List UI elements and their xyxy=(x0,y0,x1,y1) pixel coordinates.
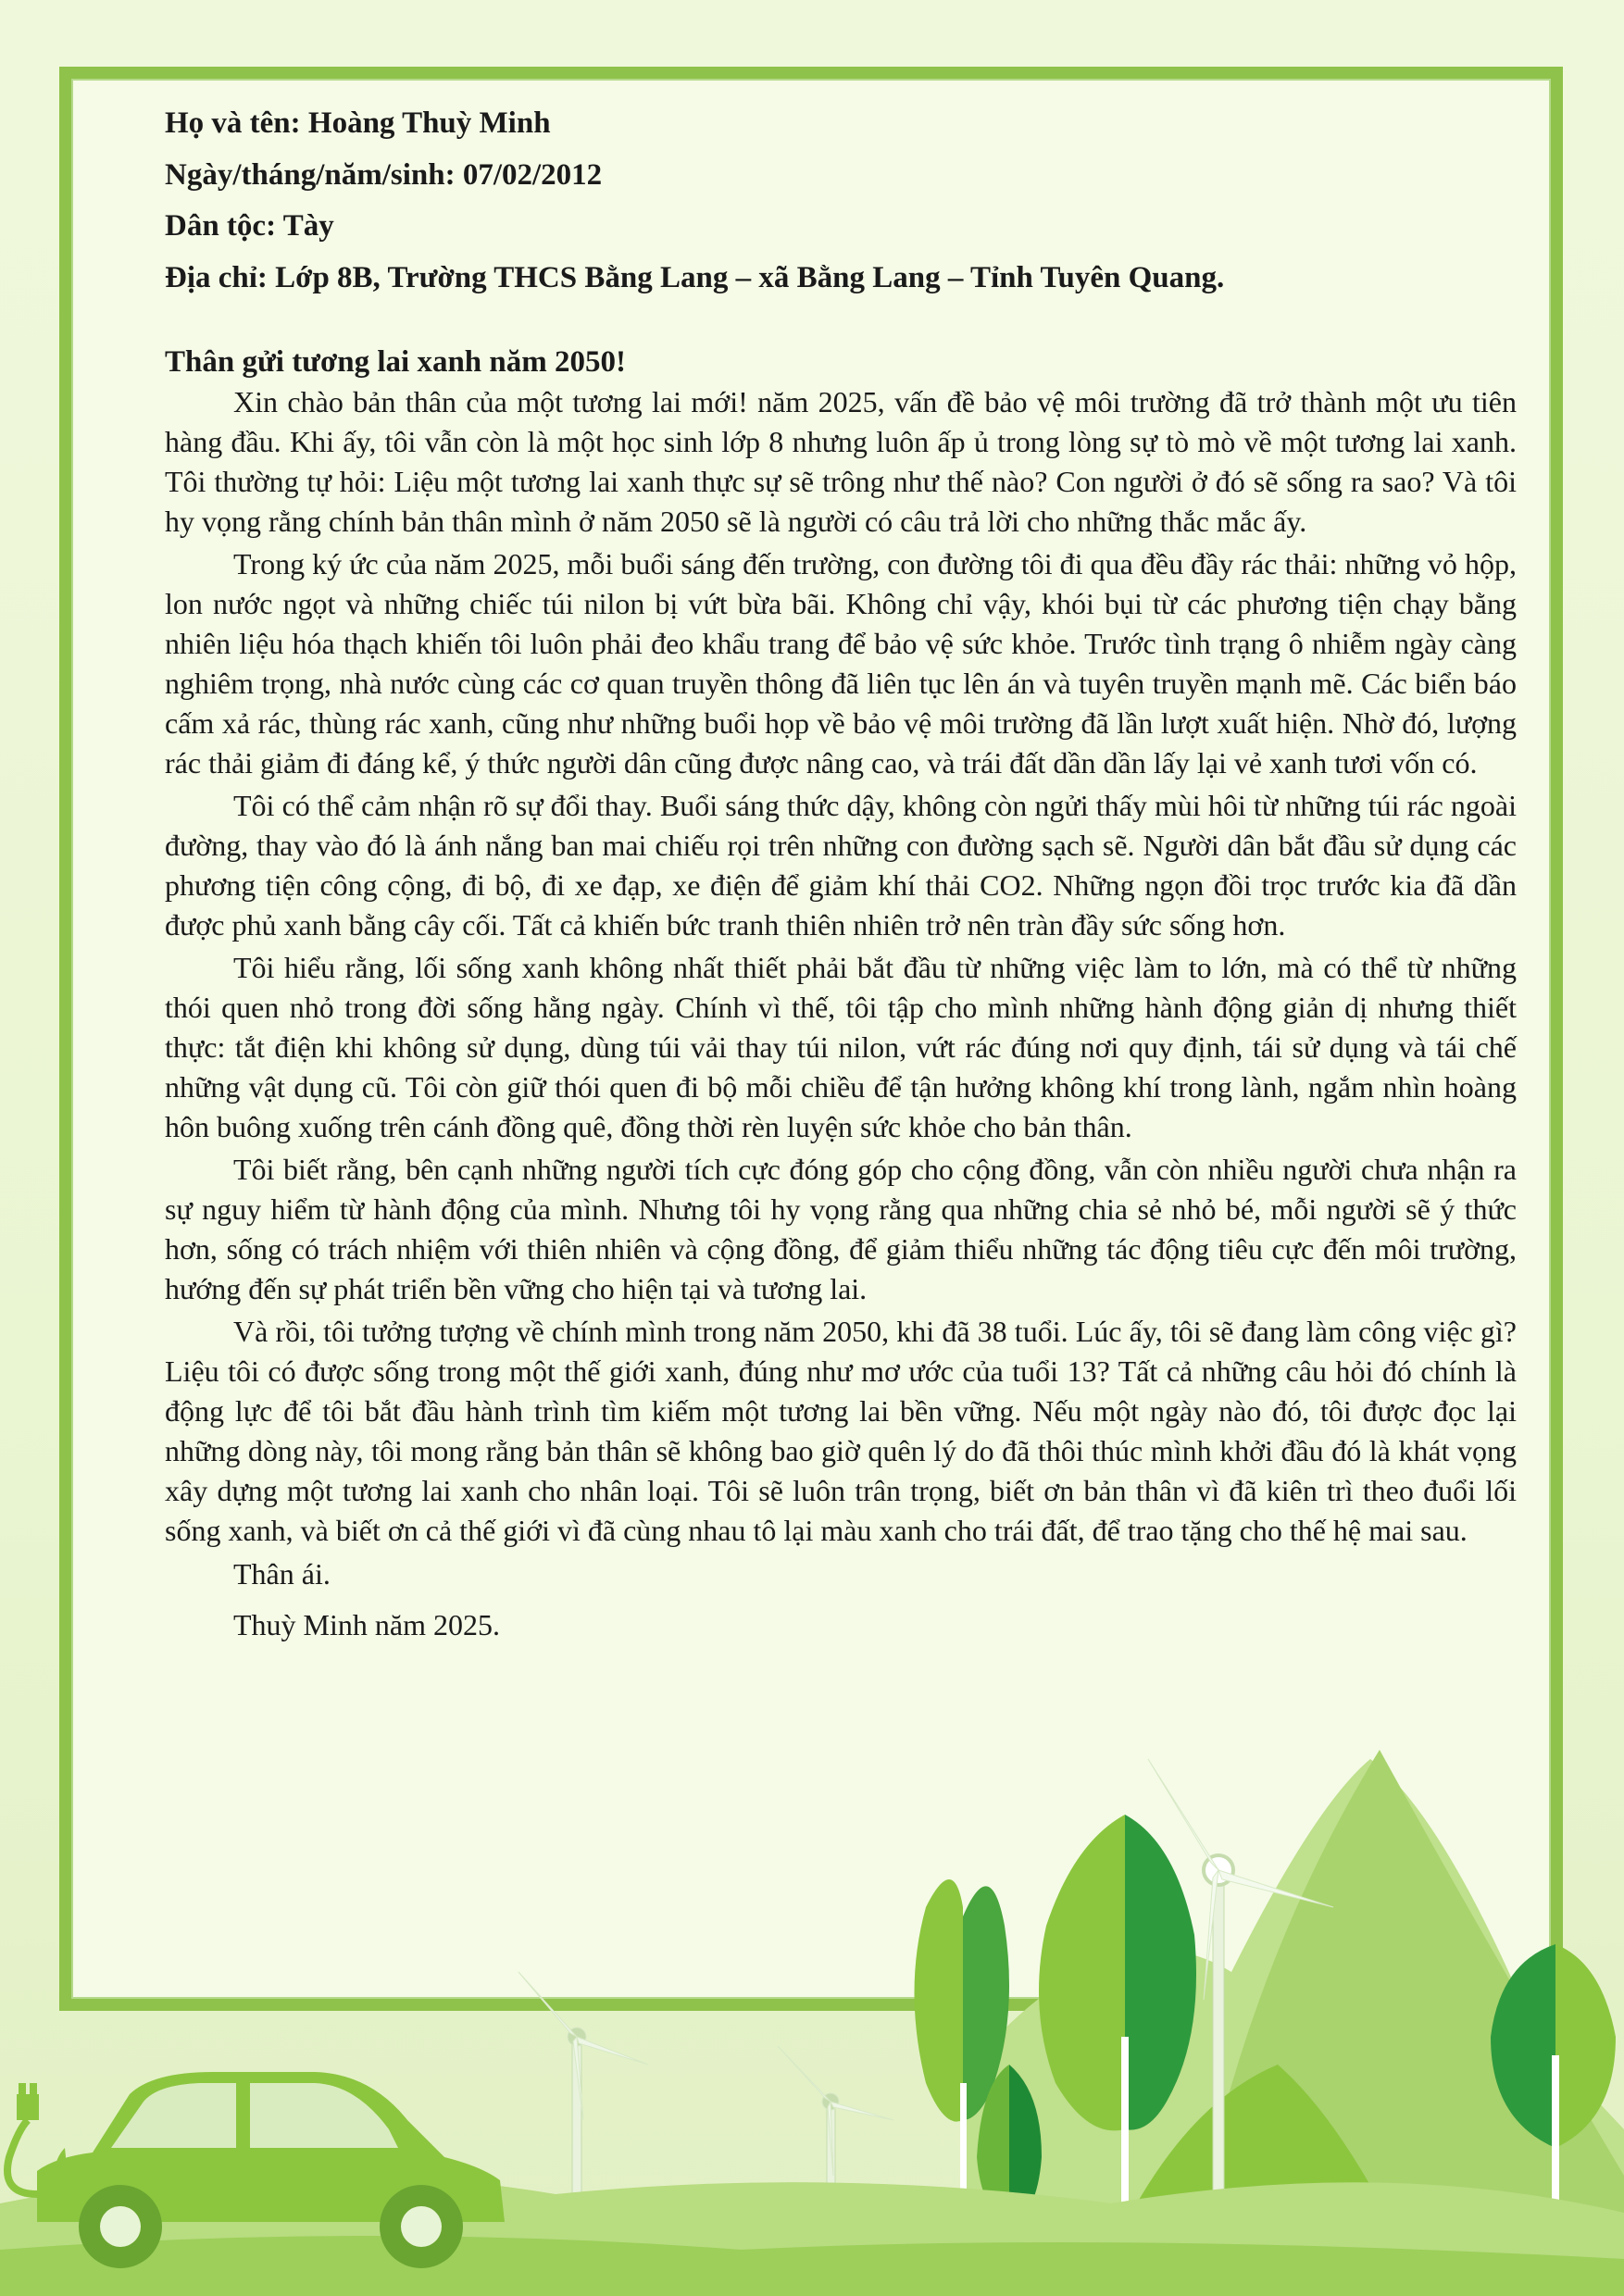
letter-paragraph: Tôi hiểu rằng, lối sống xanh không nhất thiết phải bắt đầu từ những việc làm to lớn, mà có thể từ những thói quen nhỏ trong đời sống hằng ngày. Chính vì thế, tôi tập cho mình những hành động giản dị nhưng thiết thực: tắt điện khi không sử dụng, dùng túi vải thay túi nilon, vứt rác đúng nơi quy định, tái sử dụng và tái chế những vật dụng cũ. Tôi còn giữ thói quen đi bộ mỗi chiều để tận hưởng không khí trong lành, ngắm nhìn hoàng hôn buông xuống trên cánh đồng quê, đồng thời rèn luyện sức khỏe cho bản thân. xyxy=(165,950,1517,1143)
letter-paragraph: Xin chào bản thân của một tương lai mới! năm 2025, vấn đề bảo vệ môi trường đã trở thành một ưu tiên hàng đầu. Khi ấy, tôi vẫn còn là một học sinh lớp 8 nhưng luôn ấp ủ trong lòng sự tò mò về một tương lai xanh. Tôi thường tự hỏi: Liệu một tương lai xanh thực sự sẽ trông như thế nào? Con người ở đó sẽ sống ra sao? Và tôi hy vọng rằng chính bản thân mình ở năm 2050 sẽ là người có câu trả lời cho những thắc mắc ấy. xyxy=(165,384,1517,538)
address-line: Địa chỉ: Lớp 8B, Trường THCS Bằng Lang – xã Bằng Lang – Tỉnh Tuyên Quang. xyxy=(165,260,1225,294)
letter-greeting: Thân gửi tương lai xanh năm 2050! xyxy=(165,344,626,379)
letter-closing: Thân ái. xyxy=(233,1556,331,1591)
letter-paragraph: Và rồi, tôi tưởng tượng về chính mình trong năm 2050, khi đã 38 tuổi. Lúc ấy, tôi sẽ đang làm công việc gì? Liệu tôi có được sống trong một thế giới xanh, đúng như mơ ước của tuổi 13? Tất cả những câu hỏi đó chính là động lực để tôi bắt đầu hành trình tìm kiếm một tương lai bền vững. Nếu một ngày nào đó, tôi được đọc lại những dòng này, tôi mong rằng bản thân sẽ không bao giờ quên lý do đã thôi thúc mình khởi đầu đó là khát vọng xây dựng một tương lai xanh cho nhân loại. Tôi sẽ luôn trân trọng, biết ơn bản thân vì đã kiên trì theo đuổi lối sống xanh, và biết ơn cả thế giới vì đã cùng nhau tô lại màu xanh cho trái đất, để trao tặng cho thế hệ mai sau. xyxy=(165,1314,1517,1547)
letter-signature: Thuỳ Minh năm 2025. xyxy=(233,1607,500,1641)
letter-paragraph: Tôi có thể cảm nhận rõ sự đổi thay. Buổi sáng thức dậy, không còn ngửi thấy mùi hôi từ những túi rác ngoài đường, thay vào đó là ánh nắng ban mai chiếu rọi trên những con đường sạch sẽ. Người dân bắt đầu sử dụng các phương tiện công cộng, đi bộ, đi xe đạp, xe điện để giảm khí thải CO2. Những ngọn đồi trọc trước kia đã dần được phủ xanh bằng cây cối. Tất cả khiến bức tranh thiên nhiên trở nên tràn đầy sức sống hơn. xyxy=(165,788,1517,942)
letter-content xyxy=(165,104,1517,1645)
letter-paragraph: Tôi biết rằng, bên cạnh những người tích cực đóng góp cho cộng đồng, vẫn còn nhiều người chưa nhận ra sự nguy hiểm từ hành động của mình. Nhưng tôi hy vọng rằng qua những chia sẻ nhỏ bé, mỗi người sẽ ý thức hơn, sống có trách nhiệm với thiên nhiên và cộng đồng, để giảm thiểu những tác động tiêu cực đến môi trường, hướng đến sự phát triển bền vững cho hiện tại và tương lai. xyxy=(165,1152,1517,1305)
ethnicity-line: Dân tộc: Tày xyxy=(165,209,334,243)
name-line: Họ và tên: Hoàng Thuỳ Minh xyxy=(165,106,551,140)
dob-line: Ngày/tháng/năm/sinh: 07/02/2012 xyxy=(165,157,603,192)
letter-paragraph: Trong ký ức của năm 2025, mỗi buổi sáng đến trường, con đường tôi đi qua đều đầy rác thải: những vỏ hộp, lon nước ngọt và những chiếc túi nilon bị vứt bừa bãi. Không chỉ vậy, khói bụi từ các phương tiện chạy bằng nhiên liệu hóa thạch khiến tôi luôn phải đeo khẩu trang để bảo vệ sức khỏe. Trước tình trạng ô nhiễm ngày càng nghiêm trọng, nhà nước cùng các cơ quan truyền thông đã liên tục lên án và tuyên truyền mạnh mẽ. Các biển báo cấm xả rác, thùng rác xanh, cũng như những buổi họp về bảo vệ môi trường đã lần lượt xuất hiện. Nhờ đó, lượng rác thải giảm đi đáng kể, ý thức người dân cũng được nâng cao, và trái đất dần dần lấy lại vẻ xanh tươi vốn có. xyxy=(165,546,1517,780)
